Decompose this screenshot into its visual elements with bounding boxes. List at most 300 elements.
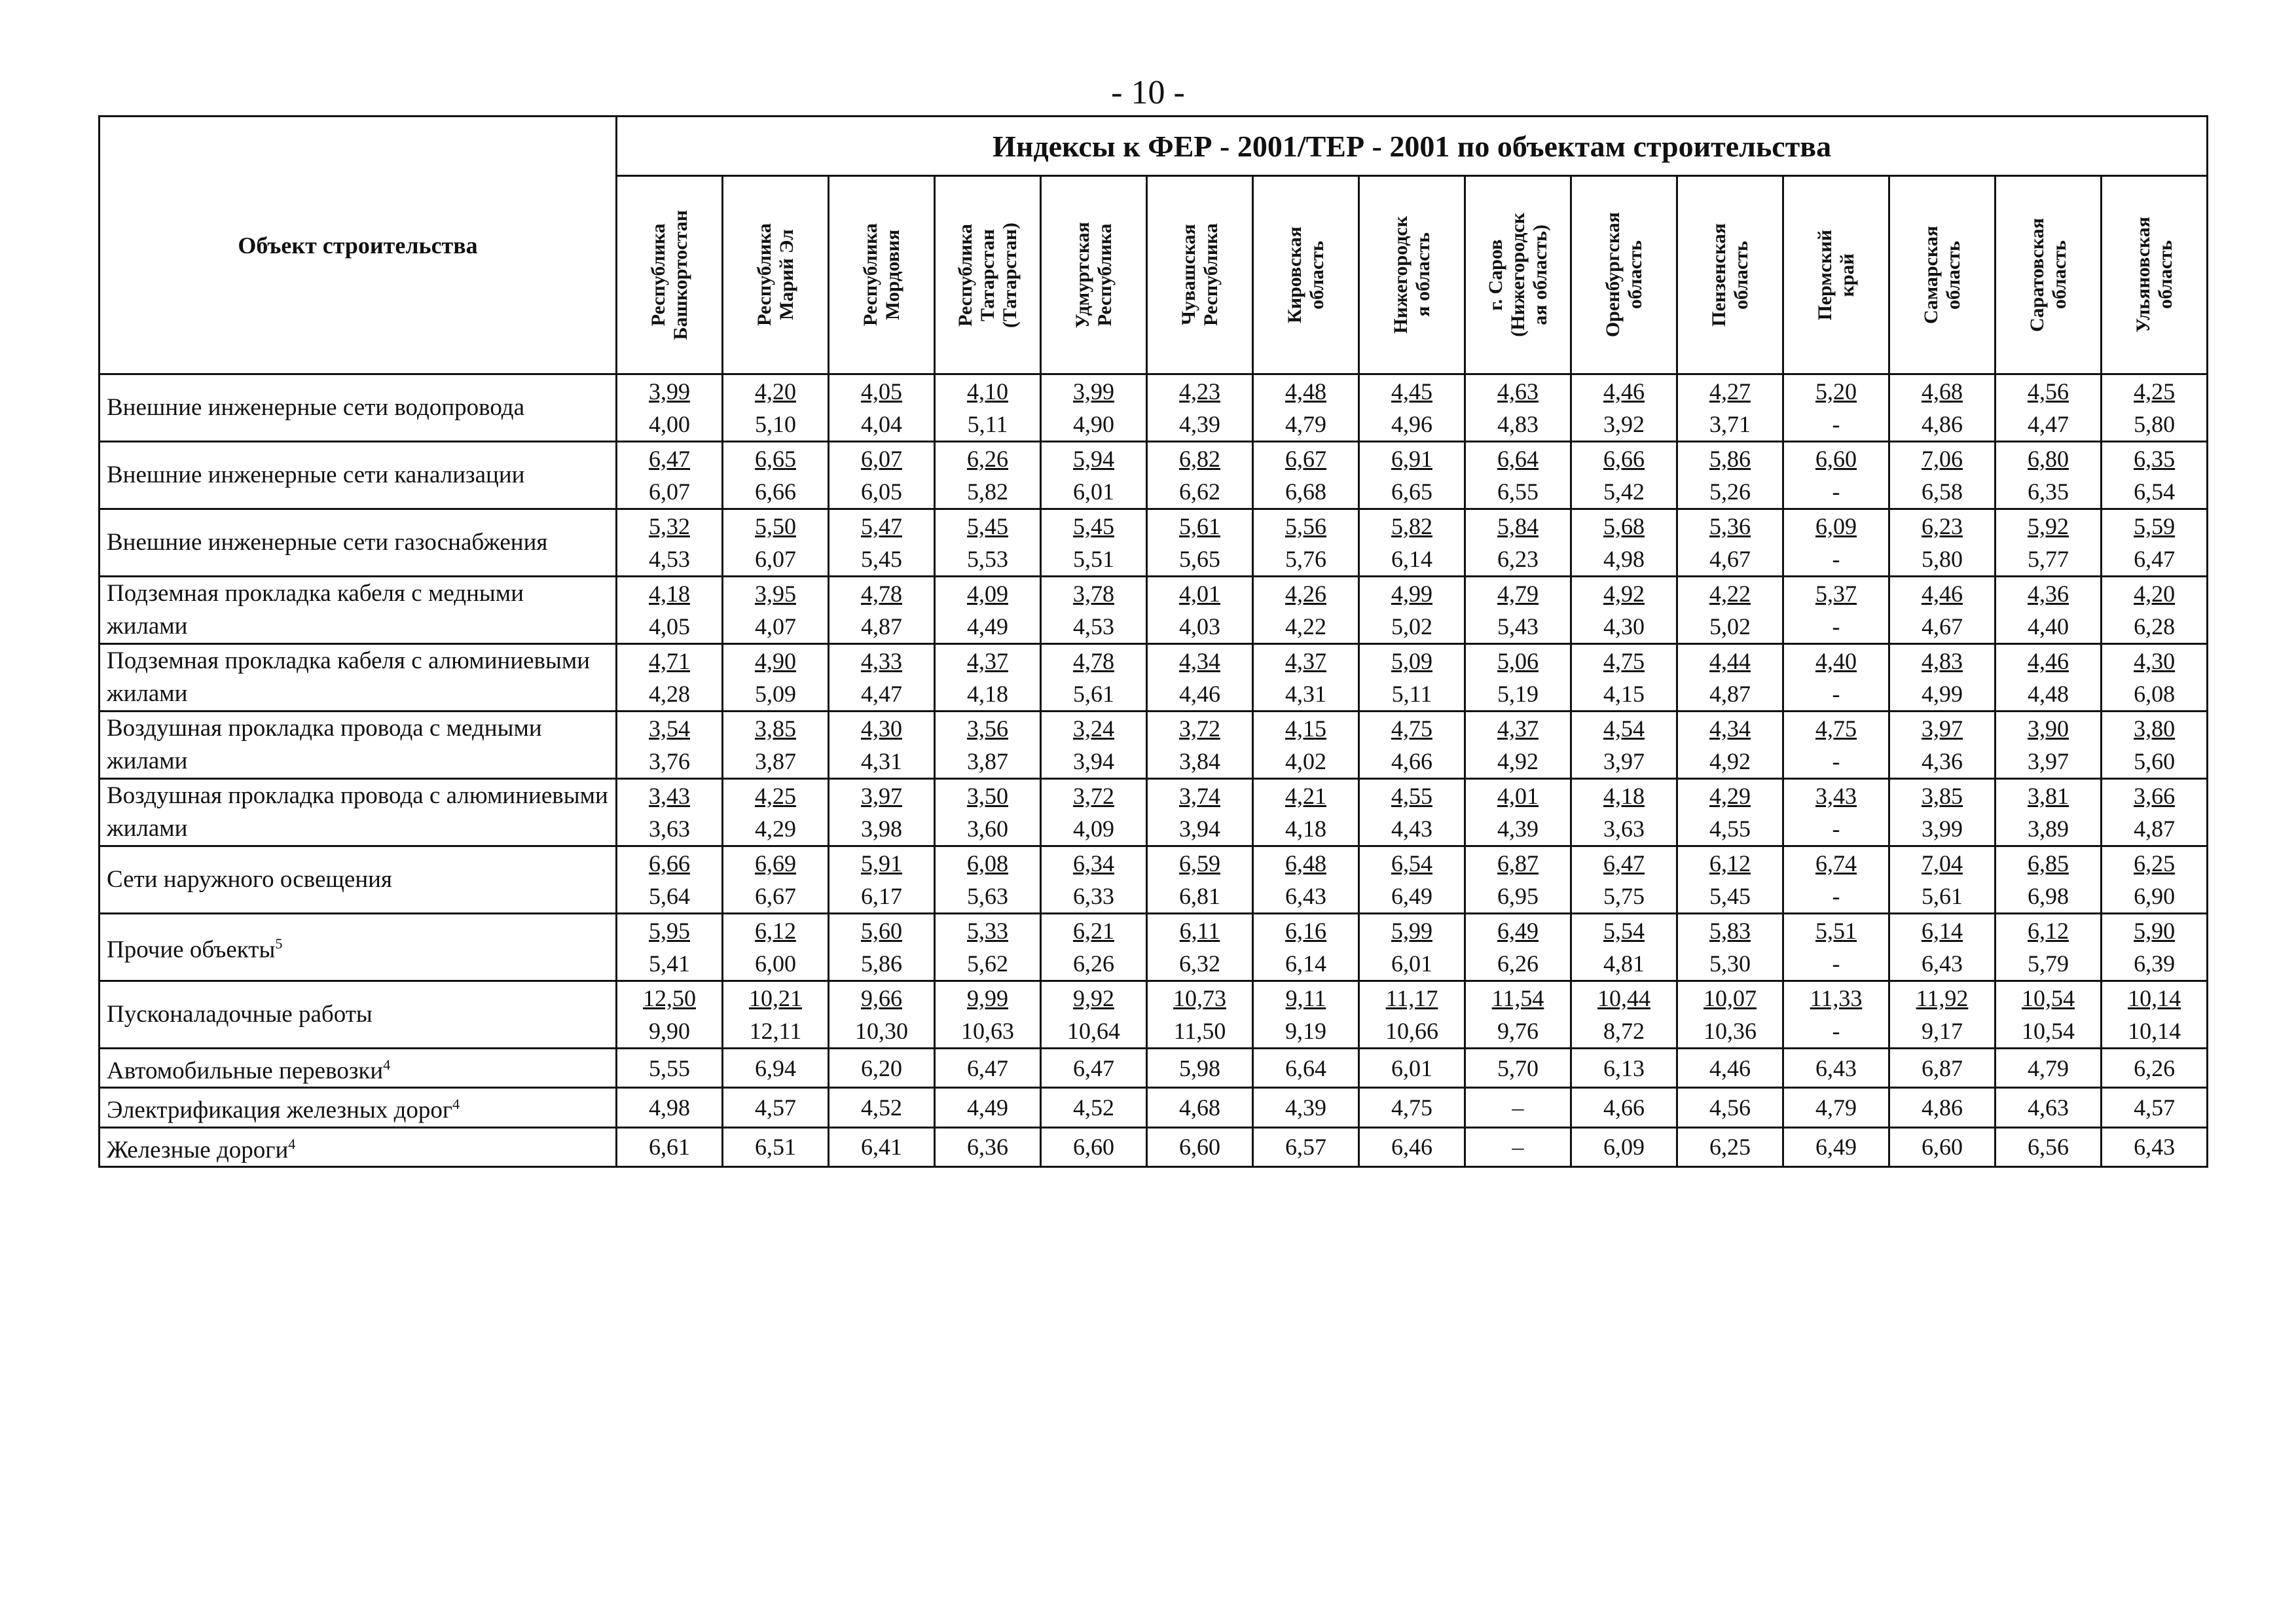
value-bottom: 3,76 [649,748,690,774]
value-cell [1253,846,1359,914]
table-row [100,577,2208,644]
table-row [100,1049,2208,1088]
value-cell: 6,61 [617,1127,723,1166]
value-cell [1995,374,2102,442]
value-cell: 6,56 [1995,1127,2102,1166]
region-header-label: Ульяновская область [2132,217,2176,333]
row-name-cell [100,779,617,846]
value-bottom: 5,61 [1922,883,1963,909]
value-bottom: 5,75 [1603,883,1645,909]
value-bottom: 5,60 [2134,748,2176,774]
value-top: 3,72 [1179,715,1220,742]
value-top: 3,56 [967,715,1008,742]
value-top: 5,06 [1497,648,1539,674]
value-cell [1147,374,1253,442]
value-bottom: 6,68 [1285,478,1326,505]
value-cell [1571,442,1677,509]
region-header-label: Саратовская область [2026,217,2070,333]
row-name-cell [100,914,617,981]
row-name: Сети наружного освещения [107,866,392,893]
value-top: 11,17 [1385,985,1438,1011]
value-bottom: 5,51 [1073,546,1114,572]
value-top: 6,12 [755,918,796,944]
value-cell [1359,712,1465,779]
value-bottom: 4,67 [1922,613,1963,640]
value-bottom: 4,03 [1179,613,1220,640]
region-header [1995,176,2102,374]
value-bottom: 6,05 [861,478,902,505]
row-name: Электрификация железных дорог [107,1096,453,1124]
value-bottom: 4,47 [2028,411,2069,437]
value-cell [1889,779,1995,846]
value-cell: – [1465,1127,1571,1166]
value-cell [1041,374,1147,442]
row-name-cell [100,644,617,712]
table-row [100,846,2208,914]
value-cell [1359,981,1465,1049]
value-top: 4,05 [861,378,902,405]
value-cell: 6,43 [1783,1049,1889,1088]
value-bottom: - [1832,950,1840,977]
value-bottom: 9,90 [649,1018,690,1044]
value-top: 6,12 [2028,918,2069,944]
value-cell: 6,60 [1889,1127,1995,1166]
value-top: 4,15 [1285,715,1326,742]
value-cell: 6,26 [2102,1049,2208,1088]
region-header [1253,176,1359,374]
value-bottom: 4,53 [649,546,690,572]
value-bottom: 3,94 [1073,748,1114,774]
value-top: 6,64 [1497,446,1539,472]
value-cell [617,779,723,846]
value-cell [1571,779,1677,846]
value-top: 11,33 [1810,985,1863,1011]
value-cell [1889,509,1995,577]
table-row [100,509,2208,577]
value-top: 5,61 [1179,513,1220,539]
value-top: 6,08 [967,850,1008,876]
value-cell: 5,55 [617,1049,723,1088]
value-cell [1783,374,1889,442]
value-top: 4,45 [1391,378,1432,405]
region-header [1677,176,1783,374]
value-cell: 4,79 [1783,1088,1889,1127]
value-bottom: 6,01 [1391,950,1432,977]
value-top: 5,99 [1391,918,1432,944]
value-top: 5,45 [967,513,1008,539]
value-bottom: 9,17 [1922,1018,1963,1044]
value-cell [1571,509,1677,577]
region-header-label: Пермский край [1813,229,1858,321]
value-bottom: 5,09 [755,681,796,707]
value-top: 6,87 [1497,850,1539,876]
value-bottom: 4,90 [1073,411,1114,437]
object-column-header: Объект строительства [100,117,617,374]
value-bottom: 3,63 [649,816,690,842]
row-name: Внешние инженерные сети канализации [107,461,525,488]
value-cell [1041,577,1147,644]
value-top: 5,51 [1815,918,1857,944]
value-cell [935,442,1041,509]
value-top: 4,75 [1391,715,1432,742]
value-cell [617,914,723,981]
value-bottom: 4,39 [1179,411,1220,437]
value-cell [2102,374,2208,442]
value-bottom: 10,30 [855,1018,908,1044]
value-bottom: 4,48 [2028,681,2069,707]
value-cell [617,712,723,779]
value-top: 6,25 [2134,850,2176,876]
value-top: 6,14 [1922,918,1963,944]
value-cell [723,509,829,577]
value-bottom: 6,26 [1073,950,1114,977]
value-cell [1041,712,1147,779]
value-cell [1889,712,1995,779]
value-cell [723,442,829,509]
value-top: 4,26 [1285,581,1326,607]
value-bottom: 5,10 [755,411,796,437]
value-top: 6,59 [1179,850,1220,876]
value-bottom: 4,92 [1497,748,1539,774]
value-top: 5,56 [1285,513,1326,539]
value-cell [1253,644,1359,712]
value-cell [935,577,1041,644]
value-cell [1359,577,1465,644]
value-bottom: 4,02 [1285,748,1326,774]
value-bottom: 4,04 [861,411,902,437]
value-top: 6,11 [1179,918,1220,944]
value-cell [1465,644,1571,712]
value-cell [1041,644,1147,712]
value-cell [1041,981,1147,1049]
value-top: 4,37 [1285,648,1326,674]
value-top: 4,27 [1709,378,1751,405]
value-top: 6,47 [649,446,690,472]
header-row-main [100,117,2208,176]
value-top: 11,92 [1916,985,1969,1011]
value-top: 5,95 [649,918,690,944]
value-top: 4,92 [1603,581,1645,607]
value-cell [1147,914,1253,981]
value-top: 4,54 [1603,715,1645,742]
value-bottom: 6,95 [1497,883,1539,909]
footnote-marker: 4 [452,1096,460,1113]
value-cell [1783,914,1889,981]
value-cell [1147,712,1253,779]
value-cell [1571,577,1677,644]
value-top: 4,34 [1709,715,1751,742]
value-cell [1359,846,1465,914]
value-bottom: 4,83 [1497,411,1539,437]
value-top: 9,92 [1073,985,1114,1011]
value-cell: 6,41 [829,1127,935,1166]
value-top: 9,99 [967,985,1008,1011]
value-cell [1359,644,1465,712]
value-bottom: 5,62 [967,950,1008,977]
region-header-label: Пензенская область [1707,223,1752,327]
value-bottom: 6,08 [2134,681,2176,707]
value-top: 4,20 [755,378,796,405]
value-bottom: 6,49 [1391,883,1432,909]
value-cell [1995,846,2102,914]
value-cell [1465,442,1571,509]
value-bottom: 5,80 [1922,546,1963,572]
row-name-cell [100,577,617,644]
value-top: 7,06 [1922,446,1963,472]
value-cell: 6,49 [1783,1127,1889,1166]
value-cell [1995,644,2102,712]
value-cell [1783,712,1889,779]
value-top: 6,66 [1603,446,1645,472]
value-cell [1359,374,1465,442]
value-cell [829,442,935,509]
value-top: 3,90 [2028,715,2069,742]
table-row [100,644,2208,712]
value-top: 4,99 [1391,581,1432,607]
value-cell [617,981,723,1049]
value-bottom: - [1832,883,1840,909]
value-cell [1147,644,1253,712]
value-cell: 4,57 [2102,1088,2208,1127]
row-name-cell [100,1088,617,1127]
value-cell [1147,779,1253,846]
value-bottom: 4,18 [1285,816,1326,842]
table-row [100,914,2208,981]
value-top: 6,16 [1285,918,1326,944]
value-cell [1677,914,1783,981]
value-top: 4,22 [1709,581,1751,607]
value-top: 10,14 [2128,985,2181,1011]
value-top: 6,85 [2028,850,2069,876]
value-top: 5,37 [1815,581,1857,607]
value-top: 4,29 [1709,783,1751,809]
value-cell [1147,981,1253,1049]
value-cell: 4,98 [617,1088,723,1127]
value-cell: 6,47 [1041,1049,1147,1088]
value-bottom: 10,54 [2022,1018,2075,1044]
value-top: 6,82 [1179,446,1220,472]
value-top: 6,07 [861,446,902,472]
value-cell [1465,981,1571,1049]
value-cell [2102,442,2208,509]
value-cell [1253,981,1359,1049]
row-name: Пусконаладочные работы [107,1001,373,1028]
value-cell [1041,442,1147,509]
value-bottom: 6,90 [2134,883,2176,909]
value-bottom: 4,99 [1922,681,1963,707]
value-cell [935,846,1041,914]
value-bottom: 5,11 [967,411,1008,437]
row-name: Подземная прокладка кабеля с медными жилами [107,580,524,640]
value-bottom: 6,07 [649,478,690,505]
value-bottom: 10,36 [1704,1018,1757,1044]
value-top: 7,04 [1922,850,1963,876]
value-top: 6,23 [1922,513,1963,539]
value-cell [2102,644,2208,712]
value-top: 5,60 [861,918,902,944]
value-bottom: 4,98 [1603,546,1645,572]
value-top: 5,54 [1603,918,1645,944]
value-bottom: 6,43 [1285,883,1326,909]
row-name: Внешние инженерные сети водопровода [107,394,525,421]
value-bottom: 6,47 [2134,546,2176,572]
value-top: 6,26 [967,446,1008,472]
value-cell [935,914,1041,981]
value-cell [1995,509,2102,577]
value-bottom: 5,53 [967,546,1008,572]
table-row [100,981,2208,1049]
value-bottom: 8,72 [1603,1018,1645,1044]
value-top: 3,95 [755,581,796,607]
value-cell [1783,981,1889,1049]
value-cell [1677,981,1783,1049]
value-bottom: 4,36 [1922,748,1963,774]
value-cell [1889,442,1995,509]
value-cell: 4,46 [1677,1049,1783,1088]
value-bottom: 6,62 [1179,478,1220,505]
value-bottom: 9,19 [1285,1018,1326,1044]
value-bottom: 3,92 [1603,411,1645,437]
value-bottom: 5,80 [2134,411,2176,437]
region-header [723,176,829,374]
value-top: 10,54 [2022,985,2075,1011]
region-header [1571,176,1677,374]
value-bottom: 6,07 [755,546,796,572]
value-bottom: 6,65 [1391,478,1432,505]
row-name: Прочие объекты [107,936,276,964]
value-cell [1465,509,1571,577]
value-top: 5,32 [649,513,690,539]
value-top: 5,91 [861,850,902,876]
value-top: 4,83 [1922,648,1963,674]
value-top: 4,90 [755,648,796,674]
region-header [829,176,935,374]
value-top: 3,85 [1922,783,1963,809]
value-cell: 6,25 [1677,1127,1783,1166]
value-top: 5,45 [1073,513,1114,539]
row-name-cell [100,509,617,577]
value-cell [829,644,935,712]
value-cell [1465,577,1571,644]
value-top: 4,56 [2028,378,2069,405]
value-cell [1147,577,1253,644]
value-cell [1677,712,1783,779]
value-top: 4,78 [861,581,902,607]
value-cell [723,914,829,981]
value-bottom: 6,26 [1497,950,1539,977]
value-cell [723,846,829,914]
value-cell [935,374,1041,442]
value-bottom: 4,18 [967,681,1008,707]
footnote-marker: 4 [383,1056,391,1073]
value-bottom: 10,63 [961,1018,1014,1044]
value-bottom: 6,43 [1922,950,1963,977]
value-bottom: 5,11 [1391,681,1432,707]
region-header-label: Нижегородск я область [1389,216,1434,334]
page-number: - 10 - [1111,74,1185,111]
value-top: 3,85 [755,715,796,742]
value-cell [723,644,829,712]
value-cell [1783,644,1889,712]
value-cell [1995,914,2102,981]
value-cell: 4,68 [1147,1088,1253,1127]
value-bottom: 5,19 [1497,681,1539,707]
value-cell [723,779,829,846]
value-bottom: 4,15 [1603,681,1645,707]
value-cell [2102,779,2208,846]
value-top: 4,01 [1497,783,1539,809]
value-top: 5,33 [967,918,1008,944]
value-top: 4,10 [967,378,1008,405]
row-name-cell [100,712,617,779]
row-name-cell [100,981,617,1049]
value-top: 10,07 [1704,985,1757,1011]
value-cell [1041,846,1147,914]
value-bottom: 5,42 [1603,478,1645,505]
value-top: 5,83 [1709,918,1751,944]
value-cell [1253,914,1359,981]
value-bottom: 6,14 [1391,546,1432,572]
value-top: 5,47 [861,513,902,539]
value-top: 3,54 [649,715,690,742]
value-top: 5,82 [1391,513,1432,539]
value-top: 6,67 [1285,446,1326,472]
value-top: 5,84 [1497,513,1539,539]
value-bottom: 4,81 [1603,950,1645,977]
value-cell: 6,60 [1041,1127,1147,1166]
value-top: 5,09 [1391,648,1432,674]
value-cell [1253,779,1359,846]
value-bottom: 10,14 [2128,1018,2181,1044]
value-top: 4,20 [2134,581,2176,607]
value-cell [829,981,935,1049]
table-row [100,1127,2208,1166]
value-bottom: 5,79 [2028,950,2069,977]
value-cell [1571,981,1677,1049]
value-top: 4,46 [2028,648,2069,674]
value-bottom: 5,61 [1073,681,1114,707]
value-cell: 6,60 [1147,1127,1253,1166]
value-cell [2102,577,2208,644]
value-cell: 6,01 [1359,1049,1465,1088]
value-bottom: 4,43 [1391,816,1432,842]
value-bottom: 4,87 [2134,816,2176,842]
value-cell: 4,52 [829,1088,935,1127]
value-cell [1889,644,1995,712]
value-cell: 4,39 [1253,1088,1359,1127]
value-cell [1147,442,1253,509]
value-cell [723,712,829,779]
value-cell [1359,914,1465,981]
value-bottom: 4,47 [861,681,902,707]
value-cell: 6,43 [2102,1127,2208,1166]
region-header-label: Самарская область [1920,226,1964,324]
value-bottom: 4,39 [1497,816,1539,842]
value-cell [1253,442,1359,509]
value-bottom: 4,55 [1709,816,1751,842]
value-cell [617,374,723,442]
value-bottom: - [1832,546,1840,572]
value-bottom: 6,81 [1179,883,1220,909]
table-row [100,779,2208,846]
value-cell: 6,57 [1253,1127,1359,1166]
value-cell [617,509,723,577]
value-cell [1359,779,1465,846]
value-bottom: 4,28 [649,681,690,707]
value-cell: 4,57 [723,1088,829,1127]
value-top: 4,55 [1391,783,1432,809]
value-top: 4,40 [1815,648,1857,674]
